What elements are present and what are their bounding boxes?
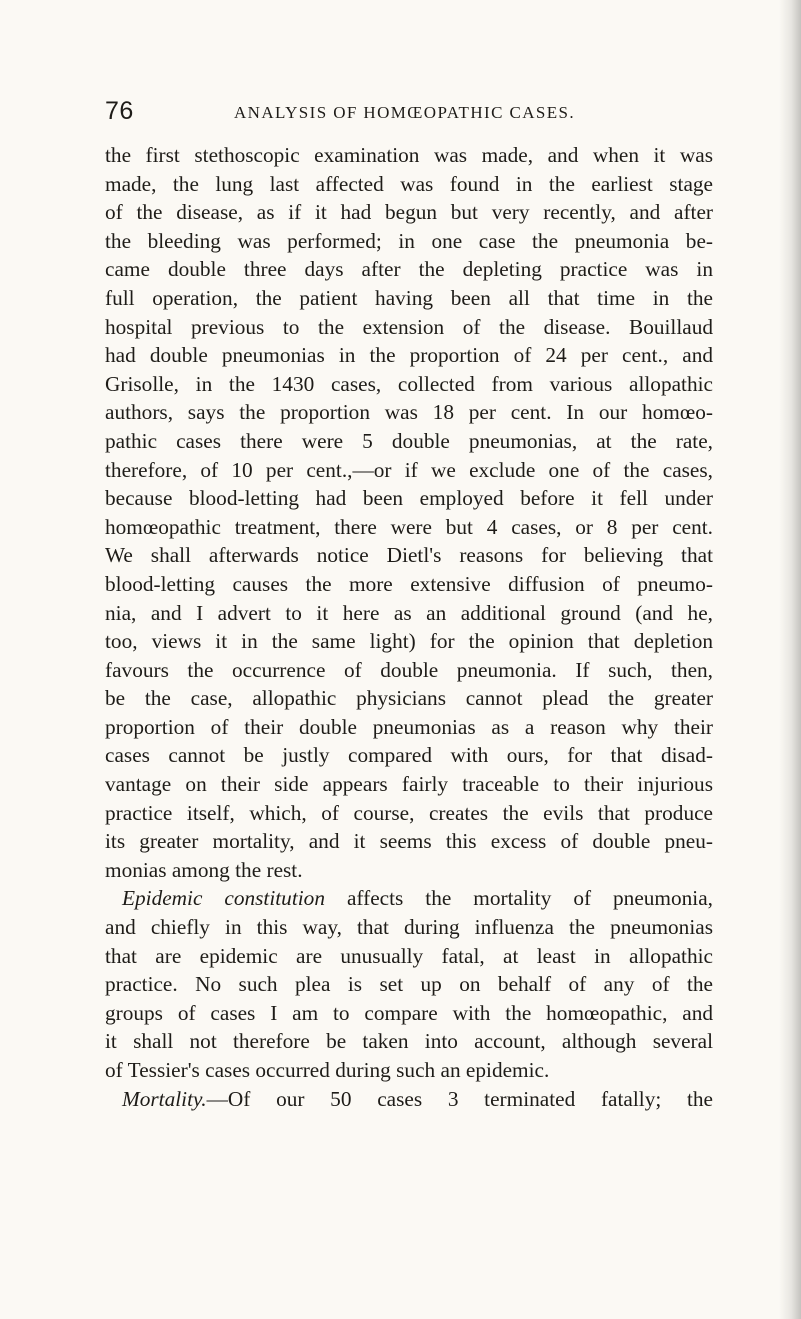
text-line: vantage on their side appears fairly traceable to their injurious (105, 772, 713, 797)
page-number: 76 (105, 97, 134, 125)
body-text (105, 141, 713, 1113)
text-line: practice itself, which, of course, creates the evils that produce (105, 800, 713, 825)
text-line: We shall afterwards notice Dietl's reasons for believing that (105, 543, 713, 568)
text-line: blood-letting causes the more extensive diffusion of pneumo- (105, 571, 713, 596)
text-line: favours the occurrence of double pneumonia. If such, then, (105, 657, 713, 682)
epidemic-first-line-text: affects the mortality of pneumonia, (324, 886, 713, 911)
text-line: therefore, of 10 per cent.,—or if we exclude one of the cases, (105, 457, 713, 482)
text-line: proportion of their double pneumonias as a reason why their (105, 714, 713, 739)
text-line: groups of cases I am to compare with the homœopathic, and (105, 1000, 713, 1025)
text-line: homœopathic treatment, there were but 4 cases, or 8 per cent. (105, 514, 713, 539)
text-line: be the case, allopathic physicians cannot plead the greater (105, 686, 713, 711)
text-line: Grisolle, in the 1430 cases, collected from various allopathic (105, 371, 713, 396)
text-line: the first stethoscopic examination was made, and when it was (105, 143, 713, 167)
text-line: nia, and I advert to it here as an additional ground (and he, (105, 600, 713, 625)
epidemic-constitution-heading: Epidemic constitution (122, 886, 325, 911)
text-line: because blood-letting had been employed before it fell under (105, 486, 713, 511)
text-line: practice. No such plea is set up on behalf of any of the (105, 972, 713, 997)
text-line: its greater mortality, and it seems this excess of double pneu- (105, 829, 713, 854)
text-line: and chiefly in this way, that during influenza the pneumonias (105, 915, 713, 940)
text-line: made, the lung last affected was found in the earliest stage (105, 171, 713, 196)
text-line: the bleeding was performed; in one case the pneumonia be- (105, 228, 713, 253)
text-line: full operation, the patient having been all that time in the (105, 285, 713, 310)
mortality-first-line-text: —Of our 50 cases 3 terminated fatally; the (206, 1086, 713, 1111)
text-line: came double three days after the depleting practice was in (105, 257, 713, 282)
text-line: authors, says the proportion was 18 per cent. In our homœo- (105, 400, 713, 425)
text-line: of the disease, as if it had begun but very recently, and after (105, 200, 713, 225)
text-line: had double pneumonias in the proportion of 24 per cent., and (105, 343, 713, 368)
mortality-heading: Mortality. (122, 1086, 207, 1111)
page-edge-shadow (779, 0, 801, 1319)
text-line: hospital previous to the extension of the disease. Bouillaud (105, 314, 713, 339)
paragraph-end-line: monias among the rest. (105, 857, 303, 882)
text-line: that are epidemic are unusually fatal, at least in allopathic (105, 943, 713, 968)
epidemic-paragraph-first-line (105, 884, 713, 913)
paragraph-end-line: of Tessier's cases occurred during such an epidemic. (105, 1058, 550, 1082)
text-line: pathic cases there were 5 double pneumonias, at the rate, (105, 428, 713, 453)
mortality-paragraph-first-line (105, 1085, 713, 1114)
text-line: cases cannot be justly compared with ours, for that disad- (105, 743, 713, 768)
text-line: it shall not therefore be taken into account, although several (105, 1029, 713, 1054)
page-header (105, 97, 705, 131)
text-line: too, views it in the same light) for the opinion that depletion (105, 629, 713, 654)
running-head: ANALYSIS OF HOMŒOPATHIC CASES. (234, 103, 576, 122)
